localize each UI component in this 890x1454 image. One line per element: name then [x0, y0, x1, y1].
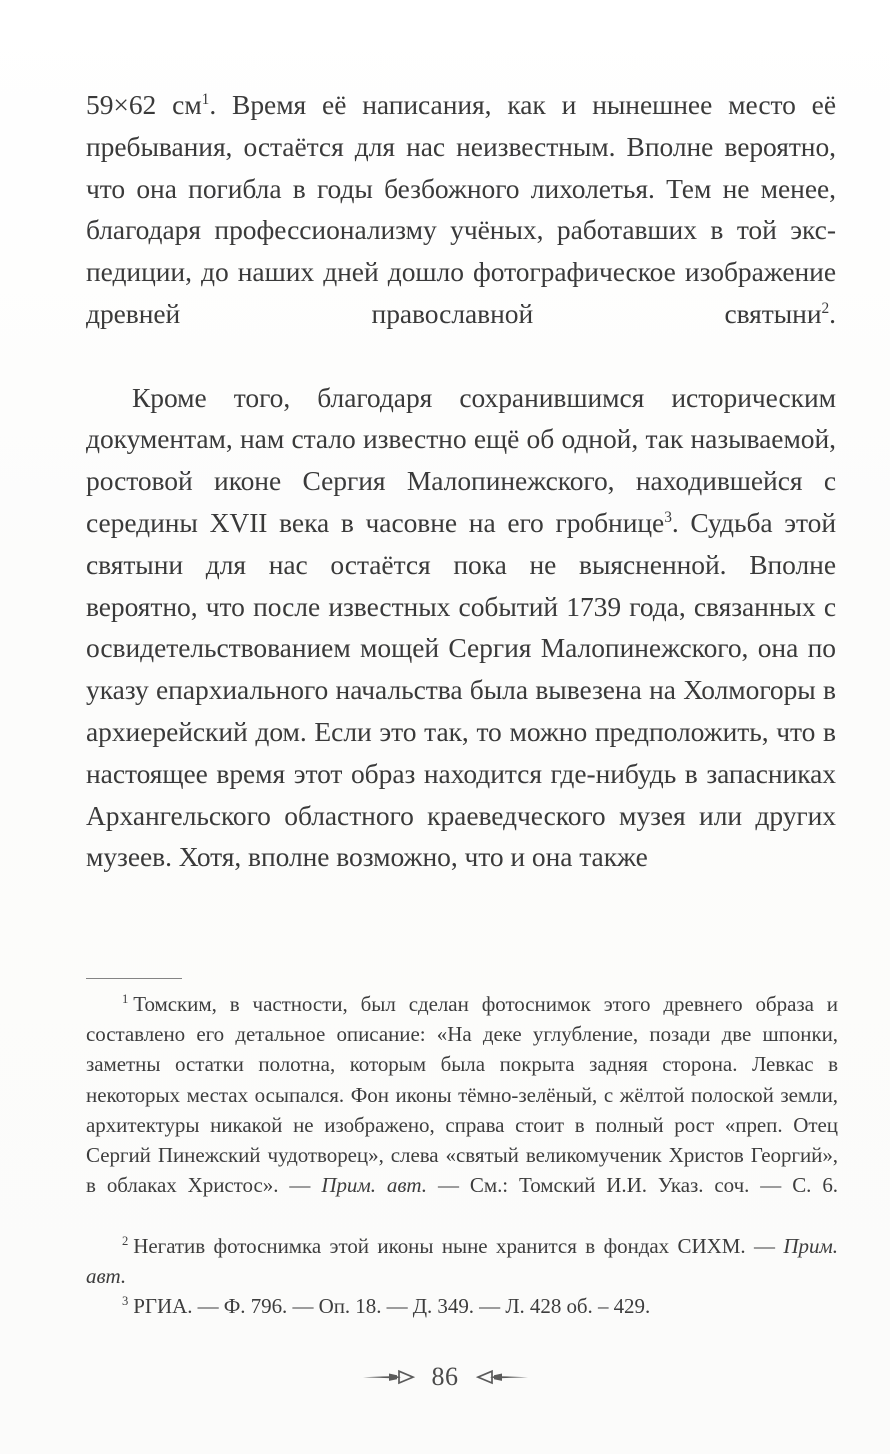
footnote-block — [86, 978, 838, 1321]
paragraph-1: 59×62 $см^1$. Время её написания, как и нынешнее место её пребывания, остаётся для нас неизвестным. Вполне вероятно, что она погибла в годы безбожного лихолетья. Тем не менее, благодаря профессионализму учёных, работавших в той экспедиции, до наших дней дошло фотографическое изображение древней православной святыни$^2$. — [86, 89, 836, 329]
footnote-separator-rule — [86, 978, 182, 979]
footnote-item-2: $^2$ Негатив фотоснимка этой иконы ныне хранится в фондах СИХМ. — Прим. авт. — [86, 1233, 838, 1288]
footnote-item-1: $^1$ Томским, в частности, был сделан фотоснимок этого древнего образа и составлено его детальное описание: «На деке углубление, позади две шпонки, заметны остатки полотна, которым была покрыта задняя сторона. Левкас в некоторых местах осыпался. Фон иконы тёмно-зелёный, с жёлтой полоской земли, архитектуры никакой не изображено, справа стоит в полный рост «преп. Отец Сергий Пинежский чудотворец», слева «святый великомученик Христов Георгий», в облаках Христос». — Прим. авт. — См.: Томский И.И. Указ. соч. — С. 6. — [86, 992, 838, 1198]
page-content — [86, 84, 836, 878]
page-number: 86 — [431, 1362, 459, 1391]
body-text-block — [86, 84, 836, 878]
footnote-reference-marker: 1 — [201, 90, 210, 108]
footnote-reference-marker: 2 — [821, 299, 830, 317]
right-arrow-ornament-icon — [470, 1367, 528, 1387]
paragraph-2: Кроме того, благодаря сохранившимся историческим документам, нам стало известно ещё об одной, так называемой, ростовой иконе Сергия Малопинежского, находившейся с середины XVII века в часовне на его гробнице$^3$. Судьба этой святыни для нас остаётся пока не выясненной. Вполне вероятно, что после известных событий 1739 года, связанных с освидетельствованием мощей Сергия Малопинежского, она по указу епархиального начальства была вывезена на Холмогоры в архиерейский дом. Если это так, то можно предположить, что в настоящее время этот образ находится где-нибудь в запасниках Архангельского областного краеведческого музея или других музеев. Хотя, вполне возможно, что и она также — [86, 381, 836, 873]
footnote-marker: 1 — [122, 992, 129, 1006]
footnote-reference-marker: 3 — [664, 508, 672, 526]
footnote-marker: 3 — [122, 1294, 129, 1309]
footnote-marker: 2 — [122, 1233, 129, 1248]
footnote-item-3: $^3$ РГИА. — Ф. 796. — Оп. 18. — Д. 349. — Л. 428 об. – 429. — [122, 1294, 651, 1319]
italic-note-attribution: Прим. авт. — [321, 1173, 427, 1198]
italic-note-attribution: Прим. авт. — [86, 1233, 838, 1288]
page-footer — [0, 1362, 890, 1392]
left-arrow-ornament-icon — [363, 1367, 421, 1387]
